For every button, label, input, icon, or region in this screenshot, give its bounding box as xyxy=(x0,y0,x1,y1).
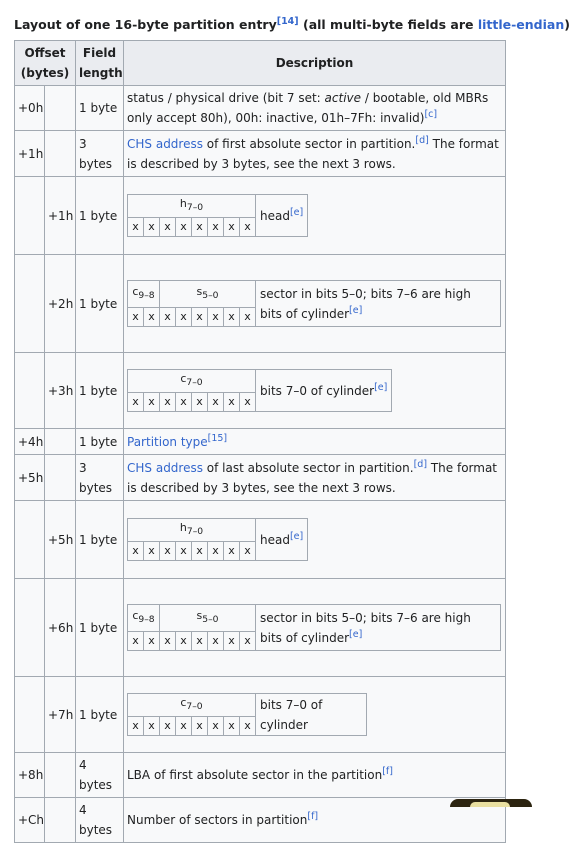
length-header-line1: Field xyxy=(82,46,117,60)
field-bits: 7–0 xyxy=(186,202,204,214)
description-cell xyxy=(124,753,506,798)
suboffset-cell xyxy=(45,798,76,843)
field-name xyxy=(128,693,256,716)
offset-cell: +8h xyxy=(15,753,45,798)
bit-cell: x xyxy=(208,717,224,736)
suboffset-cell: +1h xyxy=(45,177,76,255)
partition-entry-table xyxy=(14,40,506,843)
field-name-sector xyxy=(160,605,256,632)
chs-address-link[interactable]: CHS address xyxy=(127,460,203,475)
field-bits: 9–8 xyxy=(138,614,155,626)
ref-link[interactable]: [e] xyxy=(374,381,388,393)
length-cell: 1 byte xyxy=(76,429,124,455)
offset-cell: +Ch xyxy=(15,798,45,843)
bit-cell: x xyxy=(192,218,208,237)
bit-cell: x xyxy=(192,542,208,561)
length-cell: 1 byte xyxy=(76,86,124,131)
bit-layout xyxy=(127,518,308,561)
suboffset-cell: +6h xyxy=(45,579,76,677)
field-bits: 5–0 xyxy=(202,614,219,626)
bit-cell: x xyxy=(128,393,144,412)
bit-layout xyxy=(127,693,367,736)
ref-link[interactable]: [e] xyxy=(349,304,363,316)
offset-cell: +5h xyxy=(15,455,45,501)
offset-cell xyxy=(15,353,45,429)
ref-link[interactable]: [d] xyxy=(415,134,429,146)
field-letter: c xyxy=(132,608,139,622)
description-cell xyxy=(124,455,506,501)
length-header xyxy=(76,41,124,86)
bit-cell: x xyxy=(208,393,224,412)
bit-cell: x xyxy=(240,393,256,412)
bit-layout xyxy=(127,604,501,651)
length-cell: 1 byte xyxy=(76,579,124,677)
desc-text-2: The format is described by 3 bytes, see the next 3 rows. xyxy=(127,136,499,171)
bit-cell: x xyxy=(176,717,192,736)
ref-link[interactable]: [15] xyxy=(207,432,228,444)
length-cell: 4 bytes xyxy=(76,798,124,843)
length-cell: 1 byte xyxy=(76,255,124,353)
description-cell xyxy=(124,798,506,843)
corner-decoration-highlight xyxy=(470,802,510,807)
field-note xyxy=(256,281,501,327)
bit-cell: x xyxy=(208,218,224,237)
bit-cell: x xyxy=(160,632,176,651)
table-row xyxy=(15,753,506,798)
offset-header-line1: Offset xyxy=(24,46,66,60)
field-name-sector xyxy=(160,281,256,308)
offset-cell xyxy=(15,579,45,677)
note-text: sector in bits 5–0; bits 7–6 are high bits of cylinder xyxy=(260,610,471,645)
note-text: head xyxy=(260,208,290,223)
caption-text: Layout of one 16-byte partition entry xyxy=(14,17,277,32)
note-text: bits 7–0 of cylinder xyxy=(260,383,375,398)
bit-cell: x xyxy=(208,308,224,327)
suboffset-cell xyxy=(45,86,76,131)
description-cell xyxy=(124,177,506,255)
bit-cell: x xyxy=(176,308,192,327)
length-cell: 1 byte xyxy=(76,501,124,579)
field-note xyxy=(256,518,308,560)
length-cell: 4 bytes xyxy=(76,753,124,798)
description-cell xyxy=(124,677,506,753)
bit-cell: x xyxy=(144,218,160,237)
field-bits: 5–0 xyxy=(202,290,219,302)
length-cell: 1 byte xyxy=(76,353,124,429)
table-row xyxy=(15,131,506,177)
bit-cell: x xyxy=(160,308,176,327)
caption-ref-link[interactable]: [14] xyxy=(276,15,299,27)
field-note xyxy=(256,693,367,735)
bit-cell: x xyxy=(240,218,256,237)
table-row xyxy=(15,86,506,131)
suboffset-cell xyxy=(45,429,76,455)
bit-cell: x xyxy=(128,542,144,561)
field-bits: 7–0 xyxy=(186,701,203,713)
ref-link[interactable]: [d] xyxy=(413,458,428,470)
bit-cell: x xyxy=(176,542,192,561)
bit-cell: x xyxy=(144,632,160,651)
length-cell: 1 byte xyxy=(76,677,124,753)
suboffset-cell xyxy=(45,131,76,177)
table-row xyxy=(15,429,506,455)
bit-cell: x xyxy=(176,218,192,237)
bit-cell: x xyxy=(240,308,256,327)
field-bits: 9–8 xyxy=(138,290,155,302)
field-letter: s xyxy=(196,284,203,298)
bit-cell: x xyxy=(128,308,144,327)
bit-layout xyxy=(127,280,501,327)
bit-cell: x xyxy=(208,632,224,651)
little-endian-link[interactable]: little-endian xyxy=(477,17,565,32)
bit-cell: x xyxy=(144,717,160,736)
bit-layout xyxy=(127,369,392,412)
suboffset-cell: +3h xyxy=(45,353,76,429)
bit-cell: x xyxy=(160,218,176,237)
bit-cell: x xyxy=(128,632,144,651)
field-letter: c xyxy=(180,695,187,709)
note-text: bits 7–0 of cylinder xyxy=(260,697,323,732)
bit-cell: x xyxy=(192,308,208,327)
length-cell: 3 bytes xyxy=(76,131,124,177)
length-header-line2: length xyxy=(79,66,123,80)
description-cell xyxy=(124,131,506,177)
desc-text: of first absolute sector in partition. xyxy=(202,136,416,151)
field-name-cylinder-high xyxy=(128,605,160,632)
table-row xyxy=(15,255,506,353)
description-cell xyxy=(124,429,506,455)
offset-cell: +0h xyxy=(15,86,45,131)
offset-cell: +4h xyxy=(15,429,45,455)
table-row xyxy=(15,798,506,843)
bit-cell: x xyxy=(224,218,240,237)
desc-text: LBA of first absolute sector in the partition xyxy=(127,768,383,782)
bit-cell: x xyxy=(144,542,160,561)
offset-header xyxy=(15,41,76,86)
note-text: head xyxy=(260,532,290,547)
bit-cell: x xyxy=(160,717,176,736)
description-cell xyxy=(124,255,506,353)
ref-link[interactable]: [f] xyxy=(307,811,319,822)
suboffset-cell: +7h xyxy=(45,677,76,753)
desc-text-2: The format is described by 3 bytes, see the next 3 rows. xyxy=(127,460,498,495)
ref-link[interactable]: [e] xyxy=(349,628,363,640)
bit-cell: x xyxy=(208,542,224,561)
field-letter: h xyxy=(179,196,187,210)
bit-cell: x xyxy=(176,632,192,651)
field-letter: h xyxy=(179,520,187,534)
field-letter: c xyxy=(180,371,187,385)
field-name-cylinder-high xyxy=(128,281,160,308)
bit-cell: x xyxy=(192,632,208,651)
bit-cell: x xyxy=(224,393,240,412)
description-cell xyxy=(124,353,506,429)
bit-cell: x xyxy=(144,393,160,412)
bit-cell: x xyxy=(128,218,144,237)
offset-cell xyxy=(15,177,45,255)
ref-link[interactable]: [c] xyxy=(424,109,438,120)
suboffset-cell xyxy=(45,455,76,501)
table-row xyxy=(15,501,506,579)
bit-cell: x xyxy=(192,393,208,412)
bit-cell: x xyxy=(144,308,160,327)
bit-cell: x xyxy=(224,308,240,327)
ref-link[interactable]: [e] xyxy=(289,206,304,218)
note-text: sector in bits 5–0; bits 7–6 are high bits of cylinder xyxy=(260,286,471,321)
description-cell xyxy=(124,501,506,579)
description-header: Description xyxy=(124,41,506,86)
ref-link[interactable]: [e] xyxy=(289,530,304,542)
field-bits: 7–0 xyxy=(186,526,204,538)
bit-cell: x xyxy=(176,393,192,412)
length-cell: 3 bytes xyxy=(76,455,124,501)
field-letter: s xyxy=(196,608,203,622)
desc-text: of last absolute sector in partition. xyxy=(202,460,414,475)
field-note xyxy=(256,194,308,236)
bit-cell: x xyxy=(240,632,256,651)
suboffset-cell: +5h xyxy=(45,501,76,579)
bit-cell: x xyxy=(160,393,176,412)
field-note xyxy=(256,605,501,651)
desc-italic: active xyxy=(324,91,362,105)
length-cell: 1 byte xyxy=(76,177,124,255)
offset-cell: +1h xyxy=(15,131,45,177)
bit-cell: x xyxy=(224,542,240,561)
field-bits: 7–0 xyxy=(186,377,203,389)
table-row xyxy=(15,353,506,429)
caption-text-open: (all multi-byte fields are xyxy=(298,17,478,32)
caption-text-close: ) xyxy=(564,17,570,32)
offset-header-line2: (bytes) xyxy=(20,66,70,80)
partition-type-link[interactable]: Partition type xyxy=(127,434,208,449)
field-letter: c xyxy=(132,284,139,298)
offset-cell xyxy=(15,501,45,579)
bit-cell: x xyxy=(240,542,256,561)
offset-cell xyxy=(15,255,45,353)
chs-address-link[interactable]: CHS address xyxy=(127,136,203,151)
bit-cell: x xyxy=(128,717,144,736)
suboffset-cell: +2h xyxy=(45,255,76,353)
field-name xyxy=(128,369,256,392)
table-row xyxy=(15,455,506,501)
desc-text: status / physical drive (bit 7 set: xyxy=(127,91,325,105)
description-cell xyxy=(124,86,506,131)
table-caption xyxy=(14,15,570,34)
bit-cell: x xyxy=(240,717,256,736)
ref-link[interactable]: [f] xyxy=(382,766,393,777)
table-row xyxy=(15,177,506,255)
desc-text-2: / bootable, old MBRs only accept 80h), 00h: inactive, 01h–7Fh: invalid) xyxy=(127,91,489,125)
offset-cell xyxy=(15,677,45,753)
suboffset-cell xyxy=(45,753,76,798)
field-name xyxy=(128,194,256,217)
table-header-row xyxy=(15,41,506,86)
table-row xyxy=(15,677,506,753)
table-row xyxy=(15,579,506,677)
desc-text: Number of sectors in partition xyxy=(127,813,308,827)
bit-cell: x xyxy=(192,717,208,736)
bit-cell: x xyxy=(224,717,240,736)
bit-cell: x xyxy=(224,632,240,651)
field-note xyxy=(256,369,392,411)
field-name xyxy=(128,518,256,541)
bit-layout xyxy=(127,194,308,237)
description-cell xyxy=(124,579,506,677)
bit-cell: x xyxy=(160,542,176,561)
